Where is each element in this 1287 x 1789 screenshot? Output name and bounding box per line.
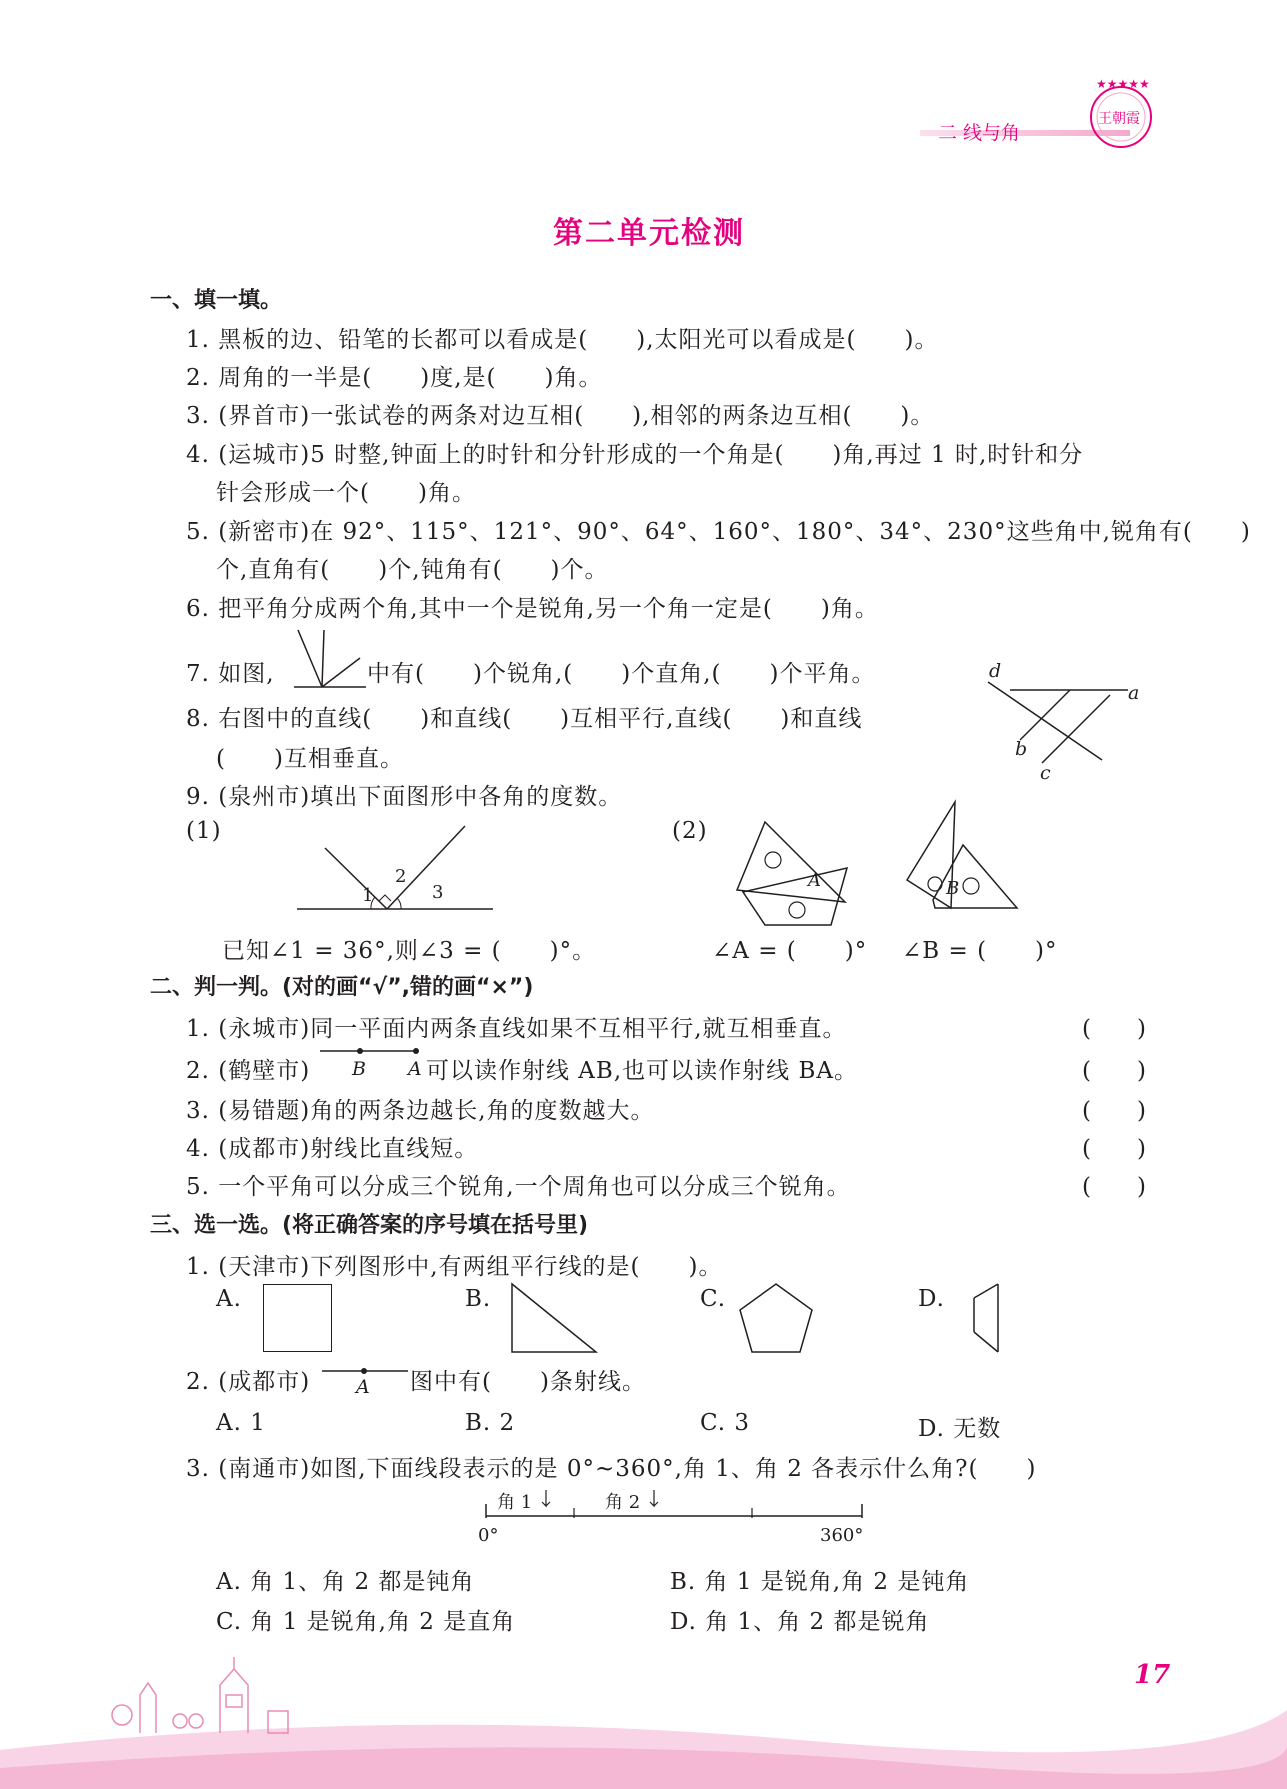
choose-q1-option-C: C. (700, 1286, 727, 1312)
answer-bracket-4: ( ) (1082, 1136, 1146, 1162)
q7-angle-figure (290, 628, 370, 688)
angle-number-line (484, 1486, 864, 1526)
shape-right-triangle (510, 1282, 600, 1354)
choose-q3: 3. (南通市)如图,下面线段表示的是 0°~360°,角 1、角 2 各表示什么角?( ) (186, 1456, 1037, 1482)
q9-2-answer-a: ∠A = ( )° (712, 938, 868, 964)
shape-square (263, 1284, 332, 1352)
fill-q3: 3. (界首市)一张试卷的两条对边互相( ),相邻的两条边互相( )。 (186, 403, 935, 429)
section-heading-judge: 二、判一判。(对的画“√”,错的画“×”) (150, 975, 534, 1000)
choose-q2-option-D: D. 无数 (918, 1416, 1002, 1442)
judge-q5: 5. 一个平角可以分成三个锐角,一个周角也可以分成三个锐角。 (186, 1174, 851, 1200)
fill-q2: 2. 周角的一半是( )度,是( )角。 (186, 365, 603, 391)
number-line-angle2-label: 角 2 (605, 1492, 641, 1513)
q9-2-label-B: B (946, 878, 960, 899)
choose-q2-option-C: C. 3 (700, 1410, 751, 1436)
fill-q9: 9. (泉州市)填出下面图形中各角的度数。 (186, 784, 623, 810)
q9-1-angle-1: 1 (362, 885, 374, 906)
section-heading-choose: 三、选一选。(将正确答案的序号填在括号里) (150, 1213, 589, 1238)
chapter-label: 二 线与角 (938, 122, 1021, 144)
answer-bracket-2: ( ) (1082, 1058, 1146, 1084)
ray-point-A: A (408, 1058, 422, 1080)
fill-q4-line2: 针会形成一个( )角。 (216, 480, 476, 506)
choose-q3-option-D: D. 角 1、角 2 都是锐角 (670, 1609, 930, 1635)
judge-q4: 4. (成都市)射线比直线短。 (186, 1136, 479, 1162)
choose-q2-prefix: 2. (成都市) (186, 1369, 311, 1395)
judge-q2-prefix: 2. (鹤壁市) (186, 1058, 311, 1084)
rays-point-A: A (356, 1376, 370, 1398)
fill-q7-text: 中有( )个锐角,( )个直角,( )个平角。 (367, 661, 876, 687)
choose-q3-option-B: B. 角 1 是锐角,角 2 是钝角 (670, 1569, 970, 1595)
ray-point-B: B (352, 1058, 366, 1080)
fill-q8-line1: 8. 右图中的直线( )和直线( )互相平行,直线( )和直线 (186, 706, 863, 732)
fill-q4-line1: 4. (运城市)5 时整,钟面上的时针和分针形成的一个角是( )角,再过 1 时,时针和分 (186, 442, 1084, 468)
number-line-angle1-label: 角 1 (497, 1492, 533, 1513)
choose-q2-option-A: A. 1 (216, 1410, 266, 1436)
fill-q5-line1: 5. (新密市)在 92°、115°、121°、90°、64°、160°、180°、34°、230°这些角中,锐角有( ) (186, 519, 1251, 545)
q9-2-answer-b: ∠B = ( )° (902, 938, 1058, 964)
choose-q2-text: 图中有( )条射线。 (410, 1369, 646, 1395)
judge-q2-text: 可以读作射线 AB,也可以读作射线 BA。 (426, 1058, 858, 1084)
q9-2-label-A: A (808, 870, 821, 891)
section-heading-fill: 一、填一填。 (150, 288, 283, 313)
judge-q1: 1. (永城市)同一平面内两条直线如果不互相平行,就互相垂直。 (186, 1016, 847, 1042)
number-line-end-label: 360° (820, 1525, 864, 1546)
choose-q1-option-A: A. (216, 1286, 242, 1312)
q9-2-set-square-a (735, 820, 855, 930)
q9-part2-label: (2) (672, 818, 708, 844)
ray-figure-BA (318, 1046, 422, 1058)
answer-bracket-3: ( ) (1082, 1098, 1146, 1124)
shape-pentagon (738, 1282, 814, 1354)
q9-2-set-square-b (905, 800, 1020, 910)
choose-q1: 1. (天津市)下列图形中,有两组平行线的是( )。 (186, 1254, 723, 1280)
judge-q3: 3. (易错题)角的两条边越长,角的度数越大。 (186, 1098, 655, 1124)
svg-text:★★★★★: ★★★★★ (1096, 77, 1150, 91)
logo-seal (1086, 77, 1156, 150)
page-title: 第二单元检测 (553, 216, 745, 251)
number-line-start-label: 0° (478, 1525, 499, 1546)
q8-label-c: c (1040, 762, 1051, 784)
fill-q1: 1. 黑板的边、铅笔的长都可以看成是( ),太阳光可以看成是( )。 (186, 327, 939, 353)
choose-q3-option-A: A. 角 1、角 2 都是钝角 (216, 1569, 475, 1595)
castle-illustration-icon (100, 1655, 310, 1735)
shape-trapezoid (962, 1282, 1004, 1354)
q9-1-angle-2: 2 (395, 866, 407, 887)
choose-q1-option-B: B. (465, 1286, 492, 1312)
q8-lines-figure (980, 660, 1140, 780)
q8-label-b: b (1015, 738, 1028, 760)
fill-q7-prefix: 7. 如图, (186, 661, 275, 687)
q9-1-angle-3: 3 (432, 882, 444, 903)
answer-bracket-1: ( ) (1082, 1016, 1146, 1042)
q8-label-a: a (1128, 682, 1140, 704)
fill-q5-line2: 个,直角有( )个,钝角有( )个。 (216, 557, 609, 583)
logo-text: 王朝霞 (1098, 111, 1140, 127)
choose-q3-option-C: C. 角 1 是锐角,角 2 是直角 (216, 1609, 516, 1635)
q8-label-d: d (989, 660, 1002, 682)
q9-1-answer: 已知∠1 = 36°,则∠3 = ( )°。 (222, 938, 597, 964)
fill-q8-line2: ( )互相垂直。 (216, 746, 404, 772)
fill-q6: 6. 把平角分成两个角,其中一个是锐角,另一个角一定是( )角。 (186, 596, 879, 622)
choose-q2-option-B: B. 2 (465, 1410, 516, 1436)
answer-bracket-5: ( ) (1082, 1174, 1146, 1200)
choose-q1-option-D: D. (918, 1286, 945, 1312)
q9-part1-label: (1) (186, 818, 222, 844)
page-number: 17 (1134, 1660, 1171, 1690)
